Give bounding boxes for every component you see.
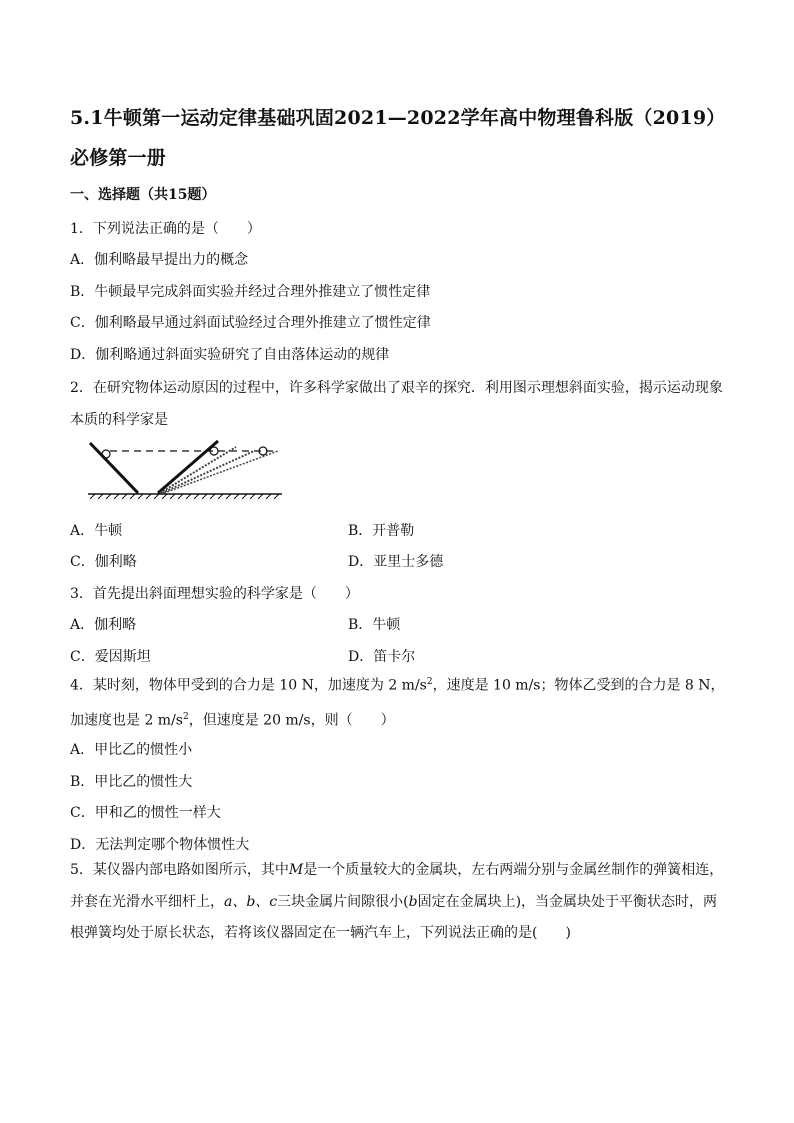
question-2-option-b: B．开普勒 [348,523,415,539]
question-1-option-a: A．伽利略最早提出力的概念 [70,252,249,268]
question-1-option-b: B．牛顿最早完成斜面实验并经过合理外推建立了惯性定律 [70,284,431,300]
question-3-option-a: A．伽利略 [70,617,137,633]
question-2-option-d: D．亚里士多德 [348,554,444,570]
question-4-option-a: A．甲比乙的惯性小 [70,742,193,758]
question-3-stem: 3．首先提出斜面理想实验的科学家是（ ） [70,586,359,602]
question-1-option-d: D．伽利略通过斜面实验研究了自由落体运动的规律 [70,347,390,363]
question-4-stem: 4．某时刻，物体甲受到的合力是 10 N，加速度为 2 $m/s^2$，速度是 10 m/s；物体乙受到的合力是 8 N，加速度也是 2 $m/s^2$，但速度是 20 m/s，则（ ） [70,677,725,729]
question-2-option-a: A．牛顿 [70,523,123,539]
question-2-stem: 2．在研究物体运动原因的过程中，许多科学家做出了艰辛的探究．利用图示理想斜面实验，揭示运动现象本质的科学家是 [70,380,723,428]
section-heading: 一、选择题（共15题） [70,187,216,203]
question-1-option-c: C．伽利略最早通过斜面试验经过合理外推建立了惯性定律 [70,315,431,331]
question-3-option-b: B．牛顿 [348,617,401,633]
question-1-stem: 1．下列说法正确的是（ ） [70,221,261,237]
question-3-option-c: C．爱因斯坦 [70,649,151,665]
question-4-option-b: B．甲比乙的惯性大 [70,774,193,790]
question-5-stem: 5．某仪器内部电路如图所示，其中M是一个质量较大的金属块，左右两端分别与金属丝制作的弹簧相连，并套在光滑水平细杆上，a、b、c三块金属片间隙很小(b固定在金属块上)，当金属块处于平衡状态时，两根弹簧均处于原长状态，若将该仪器固定在一辆汽车上，下列说法正确的是( ) [70,862,724,941]
question-4-option-c: C．甲和乙的惯性一样大 [70,805,221,821]
question-4-option-d: D．无法判定哪个物体惯性大 [70,837,250,853]
inclined-plane-figure [86,437,282,499]
question-2-option-c: C．伽利略 [70,554,137,570]
question-3-option-d: D．笛卡尔 [348,649,416,665]
document-title: 5.1牛顿第一运动定律基础巩固2021—2022学年高中物理鲁科版（2019）必修第一册 [70,107,726,169]
